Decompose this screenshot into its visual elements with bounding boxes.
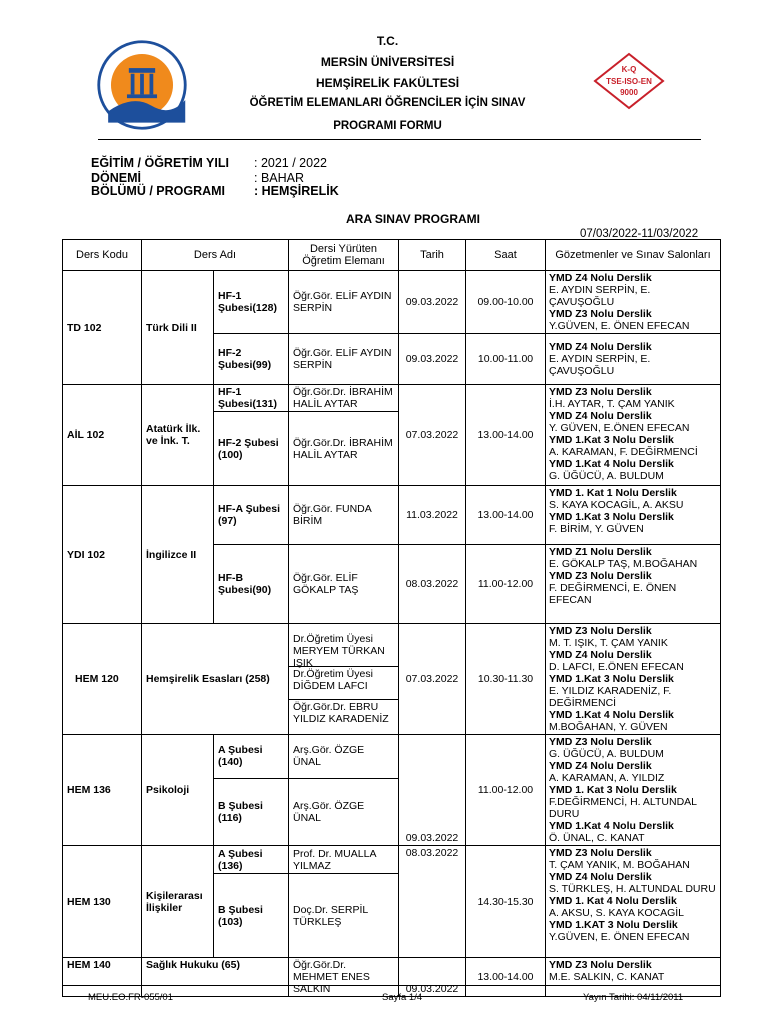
instructor: Arş.Gör. ÖZGE ÜNAL [289,735,399,779]
proctors: F. DEĞİRMENCİ, E. ÖNEN EFECAN [549,582,677,606]
rooms-cell [546,334,721,385]
room-name: YMD Z4 Nolu Derslik [549,272,652,284]
table-row [63,271,721,334]
date-range: 07/03/2022-11/03/2022 [580,228,699,240]
section: B Şubesi (116) [214,778,289,845]
rooms-cell [546,545,721,624]
col-header-time: Saat [466,240,546,271]
footer-divider [62,985,720,986]
table-row [63,624,721,735]
table-row [63,486,721,545]
footer-published-date: Yayın Tarihi: 04/11/2011 [583,992,684,1003]
table-row [63,958,721,997]
rooms-cell [546,271,721,334]
proctors: M.E. SALKIN, C. KANAT [549,971,665,983]
table-row [63,735,721,779]
course-name: İngilizce II [142,486,214,624]
rooms-cell [546,624,721,735]
proctors: S. KAYA KOCAGİL, A. AKSU [549,499,684,511]
rooms-cell [546,486,721,545]
room-name: YMD 1.Kat 4 Nolu Derslik [549,820,674,832]
room-name: YMD Z3 Nolu Derslik [549,736,652,748]
room-name: YMD 1.KAT 3 Nolu Derslik [549,919,678,931]
course-name: Hemşirelik Esasları (258) [142,624,289,735]
svg-text:K-Q: K-Q [621,65,637,74]
room-name: YMD 1. Kat 3 Nolu Derslik [549,784,677,796]
exam-date: 08.03.2022 [399,545,466,624]
header-form-title-2: PROGRAMI FORMU [333,120,442,132]
proctors: A. AKSU, S. KAYA KOCAGİL [549,907,684,919]
instructor: Arş.Gör. ÖZGE ÜNAL [289,778,399,845]
info-value-year: : 2021 / 2022 [254,156,327,170]
room-name: YMD 1.Kat 3 Nolu Derslik [549,434,674,446]
course-code: TD 102 [63,271,142,385]
proctors: M.BOĞAHAN, Y. GÜVEN [549,721,668,733]
info-label-year: EĞİTİM / ÖĞRETİM YILI [91,156,229,170]
section: HF-1 Şubesi(128) [214,271,289,334]
tse-certificate-icon [593,52,665,110]
exam-date: 08.03.2022 [399,846,466,958]
exam-time: 13.00-14.00 [466,486,546,545]
course-name: Türk Dili II [142,271,214,385]
instructor: Öğr.Gör. ELİF AYDIN SERPİN [289,334,399,385]
course-code: AİL 102 [63,385,142,486]
header-divider [98,139,701,140]
col-header-rooms: Gözetmenler ve Sınav Salonları [546,240,721,271]
proctors: S. TÜRKLEŞ, H. ALTUNDAL DURU [549,883,716,895]
instructor: Prof. Dr. MUALLA YILMAZ [289,846,399,874]
exam-time: 10.00-11.00 [466,334,546,385]
svg-text:TSE-ISO-EN: TSE-ISO-EN [606,77,652,86]
header-faculty: HEMŞİRELİK FAKÜLTESİ [315,76,460,90]
exam-time: 11.00-12.00 [466,545,546,624]
room-name: YMD 1. Kat 1 Nolu Derslik [549,487,677,499]
instructor: Öğr.Gör.Dr. EBRU YILDIZ KARADENİZ [293,701,389,725]
exam-time: 09.00-10.00 [466,271,546,334]
svg-text:9000: 9000 [620,88,638,97]
room-name: YMD Z3 Nolu Derslik [549,386,652,398]
proctors: Y.GÜVEN, E. ÖNEN EFECAN [549,320,690,332]
room-name: YMD Z1 Nolu Derslik [549,546,652,558]
course-name: Kişilerarası İlişkiler [142,846,214,958]
table-row [63,846,721,874]
proctors: A. KARAMAN, F. DEĞİRMENCİ [549,446,698,458]
room-name: YMD 1.Kat 4 Nolu Derslik [549,709,674,721]
exam-date: 09.03.2022 [399,735,466,846]
exam-time: 14.30-15.30 [466,846,546,958]
proctors: G. ÜĞÜCÜ, A. BULDUM [549,748,664,760]
room-name: YMD Z3 Nolu Derslik [549,847,652,859]
instructor: Öğr.Gör.Dr. MEHMET ENES SALKIN [289,958,399,997]
proctors: Y. GÜVEN, E.ÖNEN EFECAN [549,422,690,434]
room-name: YMD Z3 Nolu Derslik [549,570,652,582]
footer-page-number: Sayfa 1/4 [382,992,423,1003]
info-value-term: : BAHAR [254,171,305,185]
proctors: D. LAFCI, E.ÖNEN EFECAN [549,661,684,673]
course-code: YDI 102 [63,486,142,624]
room-name: YMD Z3 Nolu Derslik [549,959,652,971]
header-tc: T.C. [376,34,399,48]
proctors: F.DEĞİRMENCİ, H. ALTUNDAL DURU [549,796,697,820]
info-value-program: : HEMŞİRELİK [254,184,339,198]
section: HF-A Şubesi (97) [214,486,289,545]
section: HF-2 Şubesi(99) [214,334,289,385]
university-logo [95,38,189,132]
section: B Şubesi (103) [214,874,289,958]
instructor: Dr.Öğretim Üyesi MERYEM TÜRKAN IŞIK [289,632,398,667]
course-name: Sağlık Hukuku (65) [142,958,289,997]
section: HF-B Şubesi(90) [214,545,289,624]
course-name: Atatürk İlk. ve İnk. T. [142,385,214,486]
exam-time: 13.00-14.00 [466,385,546,486]
instructor: Dr.Öğretim Üyesi DİĞDEM LAFCI [289,667,398,700]
instructor: Öğr.Gör.Dr. İBRAHİM HALİL AYTAR [289,412,399,486]
course-code: HEM 130 [63,846,142,958]
course-name: Psikoloji [142,735,214,846]
room-name: YMD 1.Kat 4 Nolu Derslik [549,458,674,470]
col-header-date: Tarih [399,240,466,271]
exam-date: 09.03.2022 [399,958,466,997]
room-name: YMD Z4 Nolu Derslik [549,760,652,772]
section: A Şubesi (140) [214,735,289,779]
header-form-title-1: ÖĞRETİM ELEMANLARI ÖĞRENCİLER İÇİN SINAV [249,97,526,109]
room-name: YMD 1. Kat 4 Nolu Derslik [549,895,677,907]
proctors: Y.GÜVEN, E. ÖNEN EFECAN [549,931,690,943]
exam-time: 10.30-11.30 [466,624,546,735]
room-name: YMD 1.Kat 3 Nolu Derslik [549,511,674,523]
table-header-row [63,240,721,271]
exam-date: 09.03.2022 [399,334,466,385]
rooms-cell [546,735,721,846]
proctors: F. BİRİM, Y. GÜVEN [549,523,644,535]
header-university: MERSİN ÜNİVERSİTESİ [320,55,455,69]
room-name: YMD Z4 Nolu Derslik [549,341,652,353]
exam-time: 11.00-12.00 [466,735,546,846]
footer-form-code: MEU.EO.FR-055/01 [88,992,173,1003]
rooms-cell [546,958,721,997]
section: A Şubesi (136) [214,846,289,874]
room-name: YMD 1.Kat 3 Nolu Derslik [549,673,674,685]
proctors: T. ÇAM YANIK, M. BOĞAHAN [549,859,690,871]
instructor-list [289,624,399,735]
instructor: Öğr.Gör.Dr. İBRAHİM HALİL AYTAR [289,385,399,412]
exam-time: 13.00-14.00 [466,958,546,997]
info-label-term: DÖNEMİ [91,171,141,185]
course-code: HEM 140 [63,958,142,997]
instructor: Öğr.Gör. FUNDA BİRİM [289,486,399,545]
program-title: ARA SINAV PROGRAMI [346,212,481,226]
instructor: Doç.Dr. SERPİL TÜRKLEŞ [289,874,399,958]
section: HF-1 Şubesi(131) [214,385,289,412]
instructor: Öğr.Gör. ELİF AYDIN SERPİN [289,271,399,334]
col-header-name: Ders Adı [142,240,289,271]
room-name: YMD Z4 Nolu Derslik [549,410,652,422]
proctors: G. ÜĞÜCÜ, A. BULDUM [549,470,664,482]
room-name: YMD Z4 Nolu Derslik [549,871,652,883]
proctors: E. AYDIN SERPİN, E. ÇAVUŞOĞLU [549,284,651,308]
col-header-code: Ders Kodu [63,240,142,271]
proctors: E. GÖKALP TAŞ, M.BOĞAHAN [549,558,698,570]
room-name: YMD Z4 Nolu Derslik [549,649,652,661]
room-name: YMD Z3 Nolu Derslik [549,625,652,637]
proctors: Ö. ÜNAL, C. KANAT [549,832,645,844]
proctors: M. T. IŞIK, T. ÇAM YANIK [549,637,668,649]
col-header-instructor: Dersi Yürüten Öğretim Elemanı [289,240,399,271]
proctors: E. YILDIZ KARADENİZ, F. DEĞİRMENCİ [549,685,672,709]
course-code: HEM 136 [63,735,142,846]
proctors: E. AYDIN SERPİN, E. ÇAVUŞOĞLU [549,353,651,377]
exam-date: 07.03.2022 [399,385,466,486]
instructor: Öğr.Gör. ELİF GÖKALP TAŞ [289,545,399,624]
exam-date: 07.03.2022 [399,624,466,735]
room-name: YMD Z3 Nolu Derslik [549,308,652,320]
exam-schedule-table [62,239,721,997]
page-header [0,0,768,140]
section: HF-2 Şubesi (100) [214,412,289,486]
exam-date: 09.03.2022 [399,271,466,334]
info-label-program: BÖLÜMÜ / PROGRAMI [91,184,226,198]
exam-date: 11.03.2022 [399,486,466,545]
proctors: A. KARAMAN, A. YILDIZ [549,772,665,784]
rooms-cell [546,846,721,958]
table-row [63,385,721,412]
rooms-cell [546,385,721,486]
course-code: HEM 120 [63,624,142,735]
proctors: İ.H. AYTAR, T. ÇAM YANIK [549,398,675,410]
